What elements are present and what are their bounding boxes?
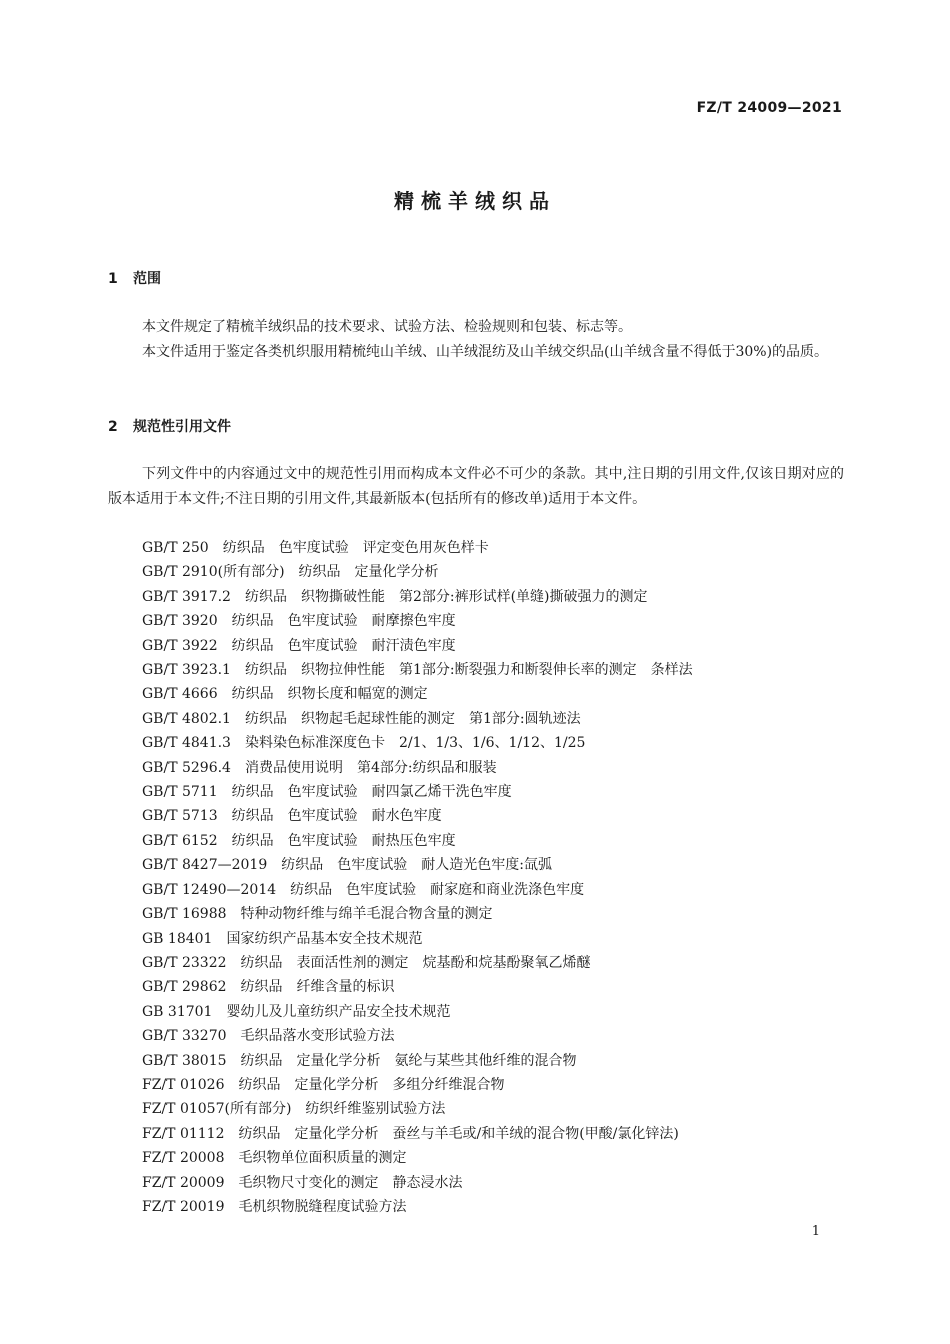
document-title: 精梳羊绒织品 — [394, 189, 556, 213]
section-number: 1 — [108, 271, 118, 287]
reference-item: GB/T 2910(所有部分) 纺织品 定量化学分析 — [142, 564, 439, 581]
reference-item: GB/T 16988 特种动物纤维与绵羊毛混合物含量的测定 — [142, 906, 493, 923]
reference-item: GB/T 4841.3 染料染色标准深度色卡 2/1、1/3、1/6、1/12、1/25 — [142, 735, 586, 752]
reference-item: GB/T 23322 纺织品 表面活性剂的测定 烷基酚和烷基酚聚氧乙烯醚 — [142, 954, 591, 971]
section-title: 范围 — [133, 271, 161, 287]
scope-paragraph-1: 本文件规定了精梳羊绒织品的技术要求、试验方法、检验规则和包装、标志等。 — [142, 319, 632, 335]
reference-item: GB/T 29862 纺织品 纤维含量的标识 — [142, 979, 395, 996]
page-number: 1 — [811, 1224, 820, 1239]
standard-number: FZ/T 24009—2021 — [696, 100, 842, 116]
reference-item: GB/T 38015 纺织品 定量化学分析 氨纶与某些其他纤维的混合物 — [142, 1052, 577, 1069]
reference-item: GB/T 5711 纺织品 色牢度试验 耐四氯乙烯干洗色牢度 — [142, 784, 512, 801]
reference-item: GB/T 3917.2 纺织品 织物撕破性能 第2部分:裤形试样(单缝)撕破强力的测定 — [142, 588, 648, 605]
reference-item: FZ/T 01112 纺织品 定量化学分析 蚕丝与羊毛或/和羊绒的混合物(甲酸/氯化锌法) — [142, 1125, 679, 1142]
reference-item: GB/T 4666 纺织品 织物长度和幅宽的测定 — [142, 686, 428, 703]
reference-item: FZ/T 01026 纺织品 定量化学分析 多组分纤维混合物 — [142, 1076, 505, 1093]
section-title: 规范性引用文件 — [133, 419, 231, 435]
references-intro-paragraph: 下列文件中的内容通过文中的规范性引用而构成本文件必不可少的条款。其中,注日期的引用文件,仅该日期对应的版本适用于本文件;不注日期的引用文件,其最新版本(包括所有的修改单)适用于本文件。 — [108, 466, 844, 507]
reference-item: FZ/T 20008 毛织物单位面积质量的测定 — [142, 1150, 407, 1167]
reference-item: GB/T 6152 纺织品 色牢度试验 耐热压色牢度 — [142, 832, 456, 849]
section-2-heading — [108, 416, 231, 436]
reference-item: GB 18401 国家纺织产品基本安全技术规范 — [142, 930, 423, 947]
reference-item: GB/T 250 纺织品 色牢度试验 评定变色用灰色样卡 — [142, 540, 489, 556]
reference-item: GB/T 12490—2014 纺织品 色牢度试验 耐家庭和商业洗涤色牢度 — [142, 881, 585, 898]
reference-item: FZ/T 01057(所有部分) 纺织纤维鉴别试验方法 — [142, 1101, 446, 1118]
scope-paragraph-2: 本文件适用于鉴定各类机织服用精梳纯山羊绒、山羊绒混纺及山羊绒交织品(山羊绒含量不得低于30%)的品质。 — [142, 344, 829, 360]
reference-item: FZ/T 20019 毛机织物脱缝程度试验方法 — [142, 1198, 407, 1215]
reference-item: GB 31701 婴幼儿及儿童纺织产品安全技术规范 — [142, 1003, 451, 1020]
reference-item: GB/T 3922 纺织品 色牢度试验 耐汗渍色牢度 — [142, 637, 456, 654]
reference-item: GB/T 4802.1 纺织品 织物起毛起球性能的测定 第1部分:圆轨迹法 — [142, 710, 581, 727]
reference-item: GB/T 5713 纺织品 色牢度试验 耐水色牢度 — [142, 808, 442, 825]
reference-item: GB/T 3920 纺织品 色牢度试验 耐摩擦色牢度 — [142, 613, 456, 630]
reference-item: GB/T 8427—2019 纺织品 色牢度试验 耐人造光色牢度:氙弧 — [142, 857, 552, 874]
reference-item: FZ/T 20009 毛织物尺寸变化的测定 静态浸水法 — [142, 1174, 463, 1191]
section-number: 2 — [108, 419, 118, 435]
section-1-heading — [108, 268, 161, 288]
reference-item: GB/T 3923.1 纺织品 织物拉伸性能 第1部分:断裂强力和断裂伸长率的测定 条样法 — [142, 662, 693, 679]
normative-references-list — [142, 536, 842, 1219]
reference-item: GB/T 5296.4 消费品使用说明 第4部分:纺织品和服装 — [142, 759, 497, 776]
reference-item: GB/T 33270 毛织品落水变形试验方法 — [142, 1028, 395, 1045]
